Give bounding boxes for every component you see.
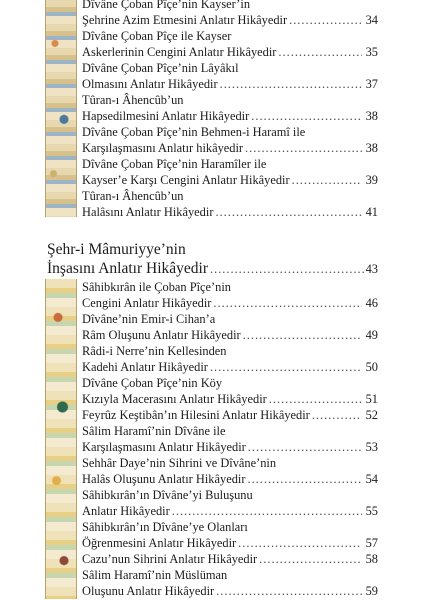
entry-title-line2: Oluşunu Anlatır Hikâyedir [82, 584, 215, 598]
entry-title-line2: Olmasını Anlatır Hikâyedir [82, 77, 218, 91]
toc-entry[interactable] [82, 343, 378, 375]
toc-entry[interactable] [82, 156, 378, 188]
toc-entry[interactable] [82, 0, 378, 28]
toc-entry[interactable] [82, 423, 378, 455]
entry-title-line2: Cengini Anlatır Hikâyedir [82, 296, 212, 310]
entry-title-line1: Dîvâne Çoban Pîçe’nin Kayser’in [82, 0, 251, 11]
entry-title-line1: Sâlim Haramî’nin Dîvâne ile [82, 424, 226, 438]
page-number: 52 [365, 408, 378, 422]
toc-entry[interactable] [82, 60, 378, 92]
dot-leader [216, 583, 362, 599]
entry-title-line1: Dîvâne’nin Emir-i Cihan’a [82, 312, 216, 326]
entry-title-line2: Râm Oluşunu Anlatır Hikâyedir [82, 328, 241, 342]
page-number: 38 [365, 141, 378, 155]
entry-title-line2: Halâsını Anlatır Hikâyedir [82, 205, 214, 219]
dot-leader [247, 471, 362, 487]
entry-title-line1: Sâhibkırân’ın Dîvâne’yi Buluşunu [82, 488, 253, 502]
toc-entry[interactable] [82, 551, 378, 567]
dot-leader [312, 407, 362, 423]
page-number: 59 [365, 584, 378, 598]
entry-title-line2: Karşılaşmasını Anlatır hikâyedir [82, 141, 244, 155]
page-number: 46 [365, 296, 378, 310]
dot-leader [210, 260, 364, 279]
page-number: 58 [365, 552, 378, 566]
page-number: 51 [365, 392, 378, 406]
toc-entry[interactable] [82, 487, 378, 519]
dot-leader [245, 140, 362, 156]
section-heading[interactable] [47, 240, 378, 279]
entry-title-line2: Kayser’e Karşı Cengini Anlatır Hikâyedir [82, 173, 290, 187]
entry-title-line2: Öğrenmesini Anlatır Hikâyedir [82, 536, 237, 550]
entry-title-line2: Cazu’nun Sihrini Anlatır Hikâyedir [82, 552, 258, 566]
toc-entry[interactable] [82, 311, 378, 343]
entry-title-line2: Kızıyla Macerasını Anlatır Hikâyedir [82, 392, 267, 406]
entry-title-line1: Sâlim Haramî’nin Müslüman [82, 568, 228, 582]
entry-title-line1: Dîvâne Çoban Pîçe’nin Haramîler ile [82, 157, 267, 171]
dot-leader [215, 204, 362, 220]
dot-leader [172, 503, 362, 519]
page-number: 53 [365, 440, 378, 454]
page-number: 57 [365, 536, 378, 550]
entry-title-line1: Râdi-i Nerre’nin Kellesinden [82, 344, 227, 358]
dot-leader [210, 359, 362, 375]
section-page-number: 43 [365, 262, 378, 276]
dot-leader [243, 327, 362, 343]
entry-title-line1: Dîvâne Çoban Pîçe’nin Köy [82, 376, 223, 390]
entry-title-line2: Şehrine Azim Etmesini Anlatır Hikâyedir [82, 13, 288, 27]
entry-title-line1: Dîvâne Çoban Pîçe’nin Lâyâkıl [82, 61, 239, 75]
toc-entry[interactable] [82, 375, 378, 407]
dot-leader [220, 76, 362, 92]
page-number: 35 [365, 45, 378, 59]
section-title-line2: İnşasını Anlatır Hikâyedir [47, 260, 208, 277]
toc-entry[interactable] [82, 567, 378, 599]
toc-entry[interactable] [82, 92, 378, 124]
dot-leader [269, 391, 362, 407]
entry-title-line1: Sâhibkırân ile Çoban Pîçe’nin [82, 280, 232, 294]
section-title-line1: Şehr-i Mâmuriyye’nin [47, 241, 186, 258]
miniature-illustration-strip-bottom [45, 279, 77, 599]
page-number: 39 [365, 173, 378, 187]
toc-entry[interactable] [82, 188, 378, 220]
entry-title-line2: Hapsedilmesini Anlatır Hikâyedir [82, 109, 250, 123]
toc-entry[interactable] [82, 455, 378, 487]
entry-title-line2: Anlatır Hikâyedir [82, 504, 170, 518]
dot-leader [259, 551, 362, 567]
entry-title-line2: Kadehi Anlatır Hikâyedir [82, 360, 208, 374]
entry-title-line1: Tûran-ı Âhencûb’un [82, 93, 184, 107]
dot-leader [289, 12, 362, 28]
entry-title-line1: Dîvâne Çoban Pîçe ile Kayser [82, 29, 232, 43]
page-number: 34 [365, 13, 378, 27]
dot-leader [238, 535, 362, 551]
dot-leader [251, 108, 362, 124]
entry-title-line2: Halâs Oluşunu Anlatır Hikâyedir [82, 472, 246, 486]
page-number: 49 [365, 328, 378, 342]
toc-entry[interactable] [82, 519, 378, 551]
toc-entry[interactable] [82, 407, 378, 423]
page-number: 54 [365, 472, 378, 486]
page-number: 37 [365, 77, 378, 91]
page-number: 41 [365, 205, 378, 219]
entry-title-line2: Feyrûz Keştibân’ın Hilesini Anlatır Hikâyedir [82, 408, 310, 422]
miniature-illustration-strip-top [45, 0, 77, 217]
dot-leader [292, 172, 362, 188]
toc-entry[interactable] [82, 279, 378, 311]
page-number: 50 [365, 360, 378, 374]
page-number: 38 [365, 109, 378, 123]
entry-title-line1: Dîvâne Çoban Pîçe’nin Behmen-i Haramî ile [82, 125, 306, 139]
toc-entry[interactable] [82, 28, 378, 60]
entry-title-line1: Sehhâr Daye’nin Sihrini ve Dîvâne’nin [82, 456, 277, 470]
page-number: 55 [365, 504, 378, 518]
entry-title-line2: Askerlerinin Cengini Anlatır Hikâyedir [82, 45, 277, 59]
entry-title-line1: Tûran-ı Âhencûb’un [82, 189, 184, 203]
dot-leader [278, 44, 362, 60]
toc-entry[interactable] [82, 124, 378, 156]
dot-leader [248, 439, 362, 455]
dot-leader [213, 295, 362, 311]
entry-title-line1: Sâhibkırân’ın Dîvâne’ye Olanları [82, 520, 248, 534]
entry-title-line2: Karşılaşmasını Anlatır Hikâyedir [82, 440, 246, 454]
